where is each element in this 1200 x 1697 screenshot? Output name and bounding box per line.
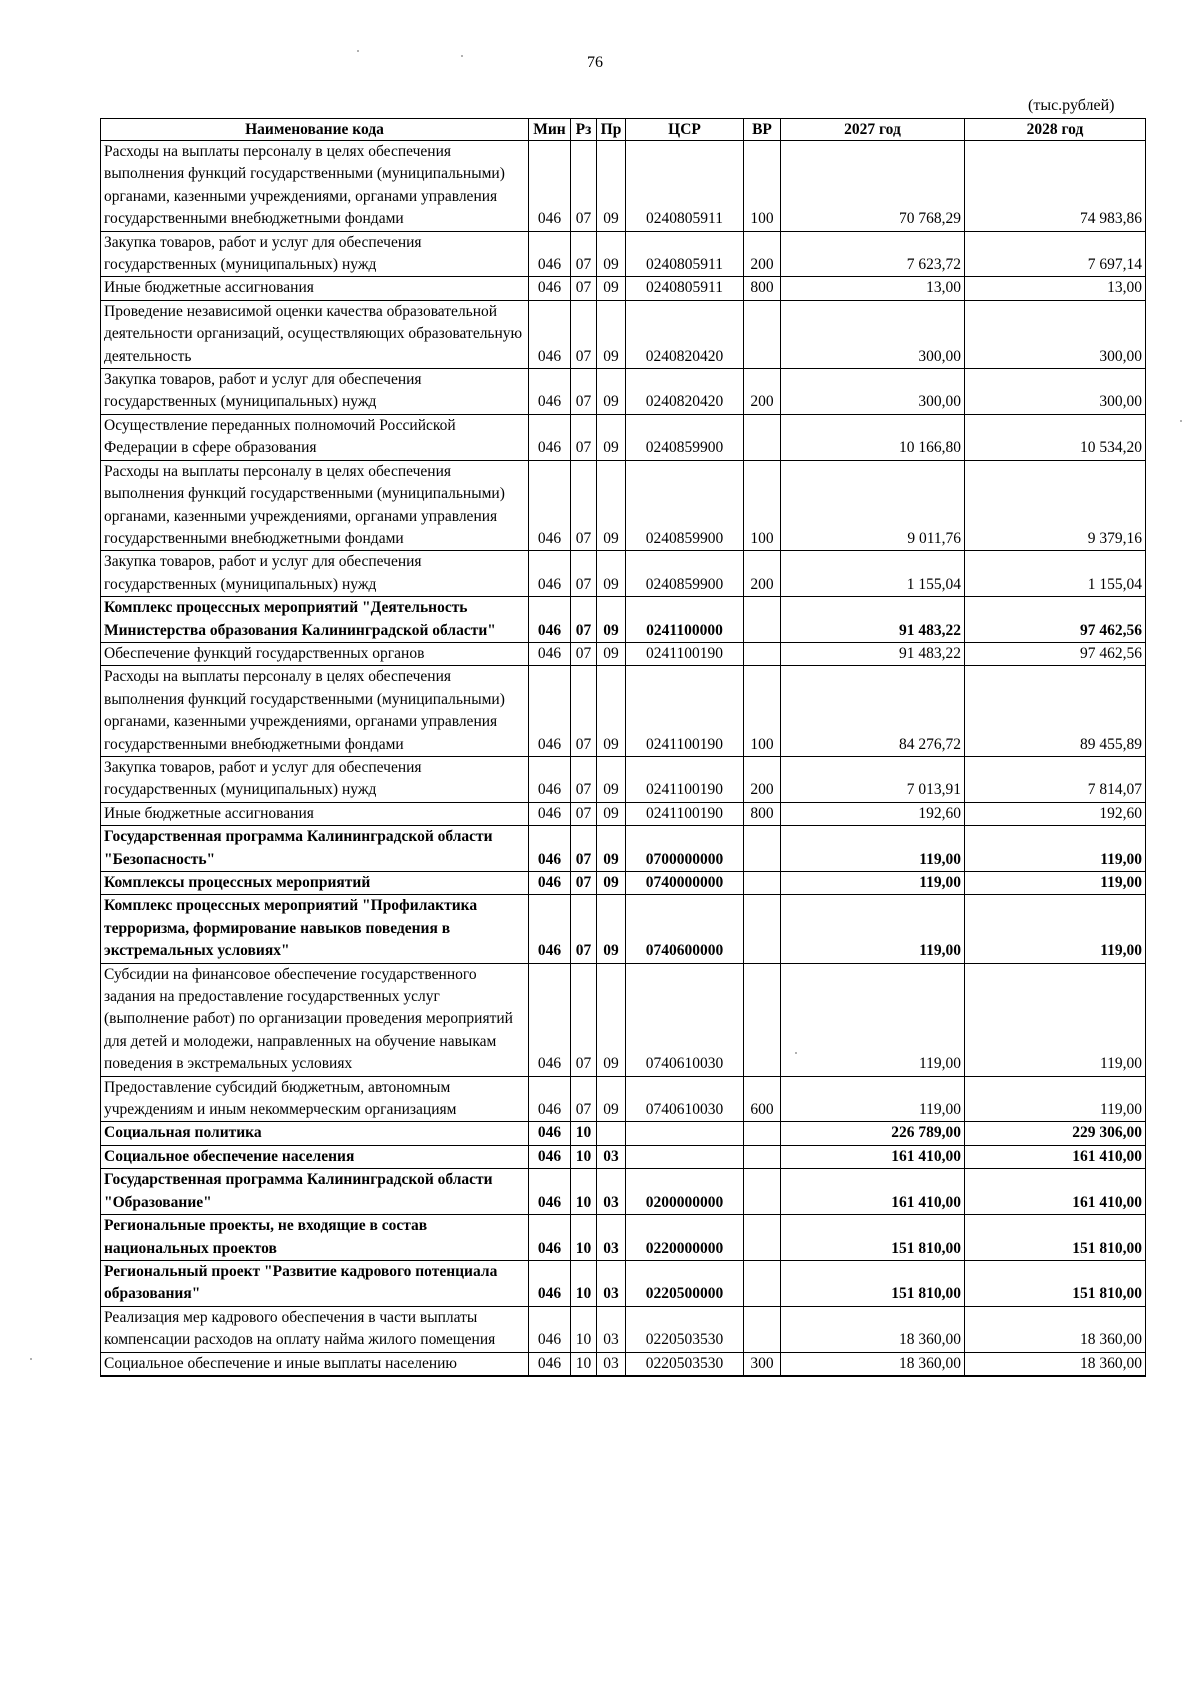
- cell-y2028: 119,00: [965, 826, 1146, 872]
- cell-pr: 09: [597, 802, 626, 825]
- cell-name: Региональные проекты, не входящие в состав национальных проектов: [101, 1215, 529, 1261]
- cell-min: 046: [529, 1260, 571, 1306]
- table-row: [101, 756, 1146, 802]
- cell-y2028: 9 379,16: [965, 460, 1146, 551]
- cell-vr: [744, 1260, 781, 1306]
- cell-pr: [597, 1122, 626, 1145]
- cell-y2027: 91 483,22: [781, 642, 965, 665]
- cell-csr: [626, 1122, 744, 1145]
- cell-vr: [744, 963, 781, 1076]
- budget-table: [100, 118, 1146, 1377]
- cell-min: 046: [529, 1215, 571, 1261]
- cell-min: 046: [529, 277, 571, 300]
- cell-csr: 0240859900: [626, 460, 744, 551]
- cell-pr: 09: [597, 460, 626, 551]
- cell-csr: 0700000000: [626, 826, 744, 872]
- cell-vr: 200: [744, 551, 781, 597]
- cell-pr: 09: [597, 141, 626, 232]
- cell-rz: 07: [571, 666, 597, 757]
- table-row: [101, 1260, 1146, 1306]
- cell-vr: 100: [744, 666, 781, 757]
- units-label: (тыс.рублей): [1028, 97, 1115, 114]
- cell-name: Закупка товаров, работ и услуг для обеспечения государственных (муниципальных) нужд: [101, 369, 529, 415]
- cell-name: Закупка товаров, работ и услуг для обеспечения государственных (муниципальных) нужд: [101, 231, 529, 277]
- cell-y2027: 192,60: [781, 802, 965, 825]
- cell-min: 046: [529, 1306, 571, 1352]
- cell-y2028: 161 410,00: [965, 1145, 1146, 1168]
- cell-y2027: 151 810,00: [781, 1260, 965, 1306]
- cell-min: 046: [529, 1169, 571, 1215]
- cell-csr: 0241100000: [626, 597, 744, 643]
- table-row: [101, 369, 1146, 415]
- cell-name: Иные бюджетные ассигнования: [101, 277, 529, 300]
- cell-csr: 0220000000: [626, 1215, 744, 1261]
- cell-min: 046: [529, 756, 571, 802]
- header-vr: ВР: [744, 119, 781, 141]
- cell-y2028: 161 410,00: [965, 1169, 1146, 1215]
- table-row: [101, 666, 1146, 757]
- cell-rz: 07: [571, 963, 597, 1076]
- cell-pr: 09: [597, 895, 626, 963]
- cell-rz: 07: [571, 300, 597, 368]
- table-row: [101, 1306, 1146, 1352]
- cell-rz: 10: [571, 1122, 597, 1145]
- cell-rz: 10: [571, 1306, 597, 1352]
- cell-vr: [744, 826, 781, 872]
- cell-y2027: 1 155,04: [781, 551, 965, 597]
- table-row: [101, 231, 1146, 277]
- cell-y2027: 119,00: [781, 1076, 965, 1122]
- cell-pr: 09: [597, 756, 626, 802]
- cell-y2028: 119,00: [965, 1076, 1146, 1122]
- table-row: [101, 1169, 1146, 1215]
- cell-y2027: 70 768,29: [781, 141, 965, 232]
- cell-y2028: 97 462,56: [965, 597, 1146, 643]
- cell-y2027: 119,00: [781, 895, 965, 963]
- cell-vr: 200: [744, 369, 781, 415]
- cell-rz: 07: [571, 1076, 597, 1122]
- cell-pr: 03: [597, 1260, 626, 1306]
- header-2027: 2027 год: [781, 119, 965, 141]
- cell-name: Социальное обеспечение населения: [101, 1145, 529, 1168]
- cell-pr: 09: [597, 551, 626, 597]
- table-row: [101, 1076, 1146, 1122]
- cell-y2027: 13,00: [781, 277, 965, 300]
- cell-vr: [744, 642, 781, 665]
- cell-csr: 0240859900: [626, 414, 744, 460]
- cell-min: 046: [529, 1122, 571, 1145]
- cell-vr: 200: [744, 231, 781, 277]
- cell-min: 046: [529, 802, 571, 825]
- cell-min: 046: [529, 1145, 571, 1168]
- cell-name: Реализация мер кадрового обеспечения в части выплаты компенсации расходов на оплату найма жилого помещения: [101, 1306, 529, 1352]
- cell-name: Субсидии на финансовое обеспечение государственного задания на предоставление государственных услуг (выполнение работ) по организации проведения мероприятий для детей и молодежи, направленных на обучение навыкам поведения в экстремальных условиях: [101, 963, 529, 1076]
- scan-speck: [795, 1052, 797, 1054]
- cell-vr: 800: [744, 277, 781, 300]
- cell-min: 046: [529, 1352, 571, 1376]
- cell-y2027: 161 410,00: [781, 1169, 965, 1215]
- cell-pr: 09: [597, 963, 626, 1076]
- cell-rz: 07: [571, 460, 597, 551]
- cell-rz: 07: [571, 141, 597, 232]
- cell-y2028: 13,00: [965, 277, 1146, 300]
- cell-csr: 0240805911: [626, 277, 744, 300]
- cell-csr: 0740000000: [626, 872, 744, 895]
- cell-min: 046: [529, 666, 571, 757]
- cell-y2028: 229 306,00: [965, 1122, 1146, 1145]
- cell-name: Осуществление переданных полномочий Российской Федерации в сфере образования: [101, 414, 529, 460]
- cell-csr: 0220503530: [626, 1306, 744, 1352]
- cell-rz: 07: [571, 277, 597, 300]
- cell-y2027: 10 166,80: [781, 414, 965, 460]
- cell-vr: [744, 895, 781, 963]
- cell-pr: 03: [597, 1145, 626, 1168]
- cell-y2028: 1 155,04: [965, 551, 1146, 597]
- cell-pr: 03: [597, 1169, 626, 1215]
- table-row: [101, 141, 1146, 232]
- cell-rz: 07: [571, 872, 597, 895]
- cell-vr: [744, 1145, 781, 1168]
- cell-name: Закупка товаров, работ и услуг для обеспечения государственных (муниципальных) нужд: [101, 551, 529, 597]
- cell-min: 046: [529, 597, 571, 643]
- scan-speck: [357, 50, 359, 52]
- cell-y2028: 119,00: [965, 895, 1146, 963]
- cell-rz: 07: [571, 802, 597, 825]
- cell-y2028: 7 814,07: [965, 756, 1146, 802]
- table-row: [101, 300, 1146, 368]
- header-2028: 2028 год: [965, 119, 1146, 141]
- cell-csr: 0240820420: [626, 369, 744, 415]
- cell-pr: 09: [597, 231, 626, 277]
- cell-vr: [744, 872, 781, 895]
- cell-y2027: 161 410,00: [781, 1145, 965, 1168]
- cell-rz: 10: [571, 1145, 597, 1168]
- table-row: [101, 414, 1146, 460]
- cell-y2028: 97 462,56: [965, 642, 1146, 665]
- scan-speck: [461, 55, 463, 57]
- cell-rz: 07: [571, 231, 597, 277]
- cell-csr: 0740610030: [626, 963, 744, 1076]
- cell-y2027: 18 360,00: [781, 1352, 965, 1376]
- cell-y2028: 119,00: [965, 963, 1146, 1076]
- cell-rz: 10: [571, 1352, 597, 1376]
- cell-pr: 09: [597, 597, 626, 643]
- cell-min: 046: [529, 369, 571, 415]
- cell-y2028: 151 810,00: [965, 1215, 1146, 1261]
- header-min: Мин: [529, 119, 571, 141]
- cell-y2028: 119,00: [965, 872, 1146, 895]
- cell-name: Закупка товаров, работ и услуг для обеспечения государственных (муниципальных) нужд: [101, 756, 529, 802]
- cell-vr: 100: [744, 141, 781, 232]
- cell-pr: 09: [597, 826, 626, 872]
- cell-rz: 07: [571, 642, 597, 665]
- cell-vr: [744, 1215, 781, 1261]
- cell-csr: 0220500000: [626, 1260, 744, 1306]
- cell-min: 046: [529, 414, 571, 460]
- cell-vr: [744, 1306, 781, 1352]
- table-row: [101, 895, 1146, 963]
- cell-y2027: 300,00: [781, 300, 965, 368]
- cell-y2028: 89 455,89: [965, 666, 1146, 757]
- cell-y2027: 226 789,00: [781, 1122, 965, 1145]
- cell-name: Предоставление субсидий бюджетным, автономным учреждениям и иным некоммерческим организациям: [101, 1076, 529, 1122]
- cell-y2028: 18 360,00: [965, 1352, 1146, 1376]
- cell-pr: 09: [597, 642, 626, 665]
- cell-name: Проведение независимой оценки качества образовательной деятельности организаций, осуществляющих образовательную деятельность: [101, 300, 529, 368]
- cell-y2027: 151 810,00: [781, 1215, 965, 1261]
- table-row: [101, 277, 1146, 300]
- cell-min: 046: [529, 826, 571, 872]
- cell-csr: 0740610030: [626, 1076, 744, 1122]
- page-number: 76: [587, 54, 603, 71]
- cell-y2027: 7 623,72: [781, 231, 965, 277]
- cell-rz: 10: [571, 1260, 597, 1306]
- cell-vr: 300: [744, 1352, 781, 1376]
- cell-pr: 09: [597, 369, 626, 415]
- cell-pr: 09: [597, 300, 626, 368]
- cell-vr: [744, 414, 781, 460]
- cell-vr: 800: [744, 802, 781, 825]
- cell-csr: 0240805911: [626, 141, 744, 232]
- cell-rz: 07: [571, 826, 597, 872]
- cell-pr: 03: [597, 1352, 626, 1376]
- cell-y2028: 74 983,86: [965, 141, 1146, 232]
- cell-csr: 0200000000: [626, 1169, 744, 1215]
- cell-vr: 600: [744, 1076, 781, 1122]
- cell-pr: 09: [597, 277, 626, 300]
- cell-min: 046: [529, 300, 571, 368]
- cell-name: Государственная программа Калининградской области "Образование": [101, 1169, 529, 1215]
- table-row: [101, 1352, 1146, 1376]
- cell-y2027: 119,00: [781, 826, 965, 872]
- cell-name: Расходы на выплаты персоналу в целях обеспечения выполнения функций государственными (муниципальными) органами, казенными учреждениями, органами управления государственными внебюджетными фондами: [101, 666, 529, 757]
- cell-rz: 10: [571, 1169, 597, 1215]
- cell-y2028: 151 810,00: [965, 1260, 1146, 1306]
- cell-name: Социальная политика: [101, 1122, 529, 1145]
- cell-min: 046: [529, 895, 571, 963]
- cell-y2027: 9 011,76: [781, 460, 965, 551]
- cell-name: Иные бюджетные ассигнования: [101, 802, 529, 825]
- cell-pr: 03: [597, 1215, 626, 1261]
- cell-name: Расходы на выплаты персоналу в целях обеспечения выполнения функций государственными (муниципальными) органами, казенными учреждениями, органами управления государственными внебюджетными фондами: [101, 141, 529, 232]
- cell-csr: 0241100190: [626, 666, 744, 757]
- cell-min: 046: [529, 231, 571, 277]
- cell-y2028: 10 534,20: [965, 414, 1146, 460]
- cell-csr: 0241100190: [626, 642, 744, 665]
- cell-name: Комплексы процессных мероприятий: [101, 872, 529, 895]
- cell-vr: 200: [744, 756, 781, 802]
- cell-csr: 0220503530: [626, 1352, 744, 1376]
- cell-rz: 07: [571, 895, 597, 963]
- cell-y2028: 18 360,00: [965, 1306, 1146, 1352]
- cell-csr: 0241100190: [626, 756, 744, 802]
- scan-speck: [1180, 420, 1182, 422]
- table-row: [101, 1122, 1146, 1145]
- cell-y2027: 7 013,91: [781, 756, 965, 802]
- cell-vr: 100: [744, 460, 781, 551]
- cell-y2028: 300,00: [965, 369, 1146, 415]
- header-pr: Пр: [597, 119, 626, 141]
- cell-y2027: 119,00: [781, 872, 965, 895]
- cell-name: Региональный проект "Развитие кадрового потенциала образования": [101, 1260, 529, 1306]
- cell-name: Комплекс процессных мероприятий "Деятельность Министерства образования Калининградской области": [101, 597, 529, 643]
- cell-rz: 07: [571, 414, 597, 460]
- cell-min: 046: [529, 642, 571, 665]
- table-row: [101, 597, 1146, 643]
- cell-pr: 09: [597, 1076, 626, 1122]
- table-row: [101, 1145, 1146, 1168]
- header-csr: ЦСР: [626, 119, 744, 141]
- cell-y2027: 119,00: [781, 963, 965, 1076]
- cell-csr: 0240805911: [626, 231, 744, 277]
- table-row: [101, 460, 1146, 551]
- cell-rz: 07: [571, 756, 597, 802]
- cell-rz: 10: [571, 1215, 597, 1261]
- cell-vr: [744, 1169, 781, 1215]
- cell-rz: 07: [571, 551, 597, 597]
- cell-vr: [744, 1122, 781, 1145]
- cell-vr: [744, 300, 781, 368]
- cell-name: Расходы на выплаты персоналу в целях обеспечения выполнения функций государственными (муниципальными) органами, казенными учреждениями, органами управления государственными внебюджетными фондами: [101, 460, 529, 551]
- cell-y2028: 192,60: [965, 802, 1146, 825]
- cell-csr: 0241100190: [626, 802, 744, 825]
- cell-pr: 09: [597, 872, 626, 895]
- cell-y2027: 18 360,00: [781, 1306, 965, 1352]
- cell-min: 046: [529, 551, 571, 597]
- header-name: Наименование кода: [101, 119, 529, 141]
- cell-y2027: 91 483,22: [781, 597, 965, 643]
- cell-y2027: 300,00: [781, 369, 965, 415]
- table-row: [101, 802, 1146, 825]
- cell-y2028: 7 697,14: [965, 231, 1146, 277]
- scan-speck: [30, 1358, 32, 1360]
- cell-min: 046: [529, 460, 571, 551]
- table-body: [101, 141, 1146, 1376]
- cell-name: Социальное обеспечение и иные выплаты населению: [101, 1352, 529, 1376]
- cell-vr: [744, 597, 781, 643]
- cell-csr: 0740600000: [626, 895, 744, 963]
- cell-name: Комплекс процессных мероприятий "Профилактика терроризма, формирование навыков поведения в экстремальных условиях": [101, 895, 529, 963]
- table-header-row: [101, 119, 1146, 141]
- table-row: [101, 1215, 1146, 1261]
- table-row: [101, 642, 1146, 665]
- cell-min: 046: [529, 1076, 571, 1122]
- cell-min: 046: [529, 872, 571, 895]
- table-row: [101, 551, 1146, 597]
- cell-y2028: 300,00: [965, 300, 1146, 368]
- cell-csr: 0240820420: [626, 300, 744, 368]
- cell-pr: 09: [597, 414, 626, 460]
- cell-min: 046: [529, 141, 571, 232]
- cell-y2027: 84 276,72: [781, 666, 965, 757]
- table-row: [101, 963, 1146, 1076]
- cell-pr: 03: [597, 1306, 626, 1352]
- cell-min: 046: [529, 963, 571, 1076]
- cell-pr: 09: [597, 666, 626, 757]
- cell-rz: 07: [571, 369, 597, 415]
- header-rz: Рз: [571, 119, 597, 141]
- cell-csr: [626, 1145, 744, 1168]
- cell-csr: 0240859900: [626, 551, 744, 597]
- cell-name: Государственная программа Калининградской области "Безопасность": [101, 826, 529, 872]
- cell-name: Обеспечение функций государственных органов: [101, 642, 529, 665]
- cell-rz: 07: [571, 597, 597, 643]
- table-row: [101, 826, 1146, 872]
- table-row: [101, 872, 1146, 895]
